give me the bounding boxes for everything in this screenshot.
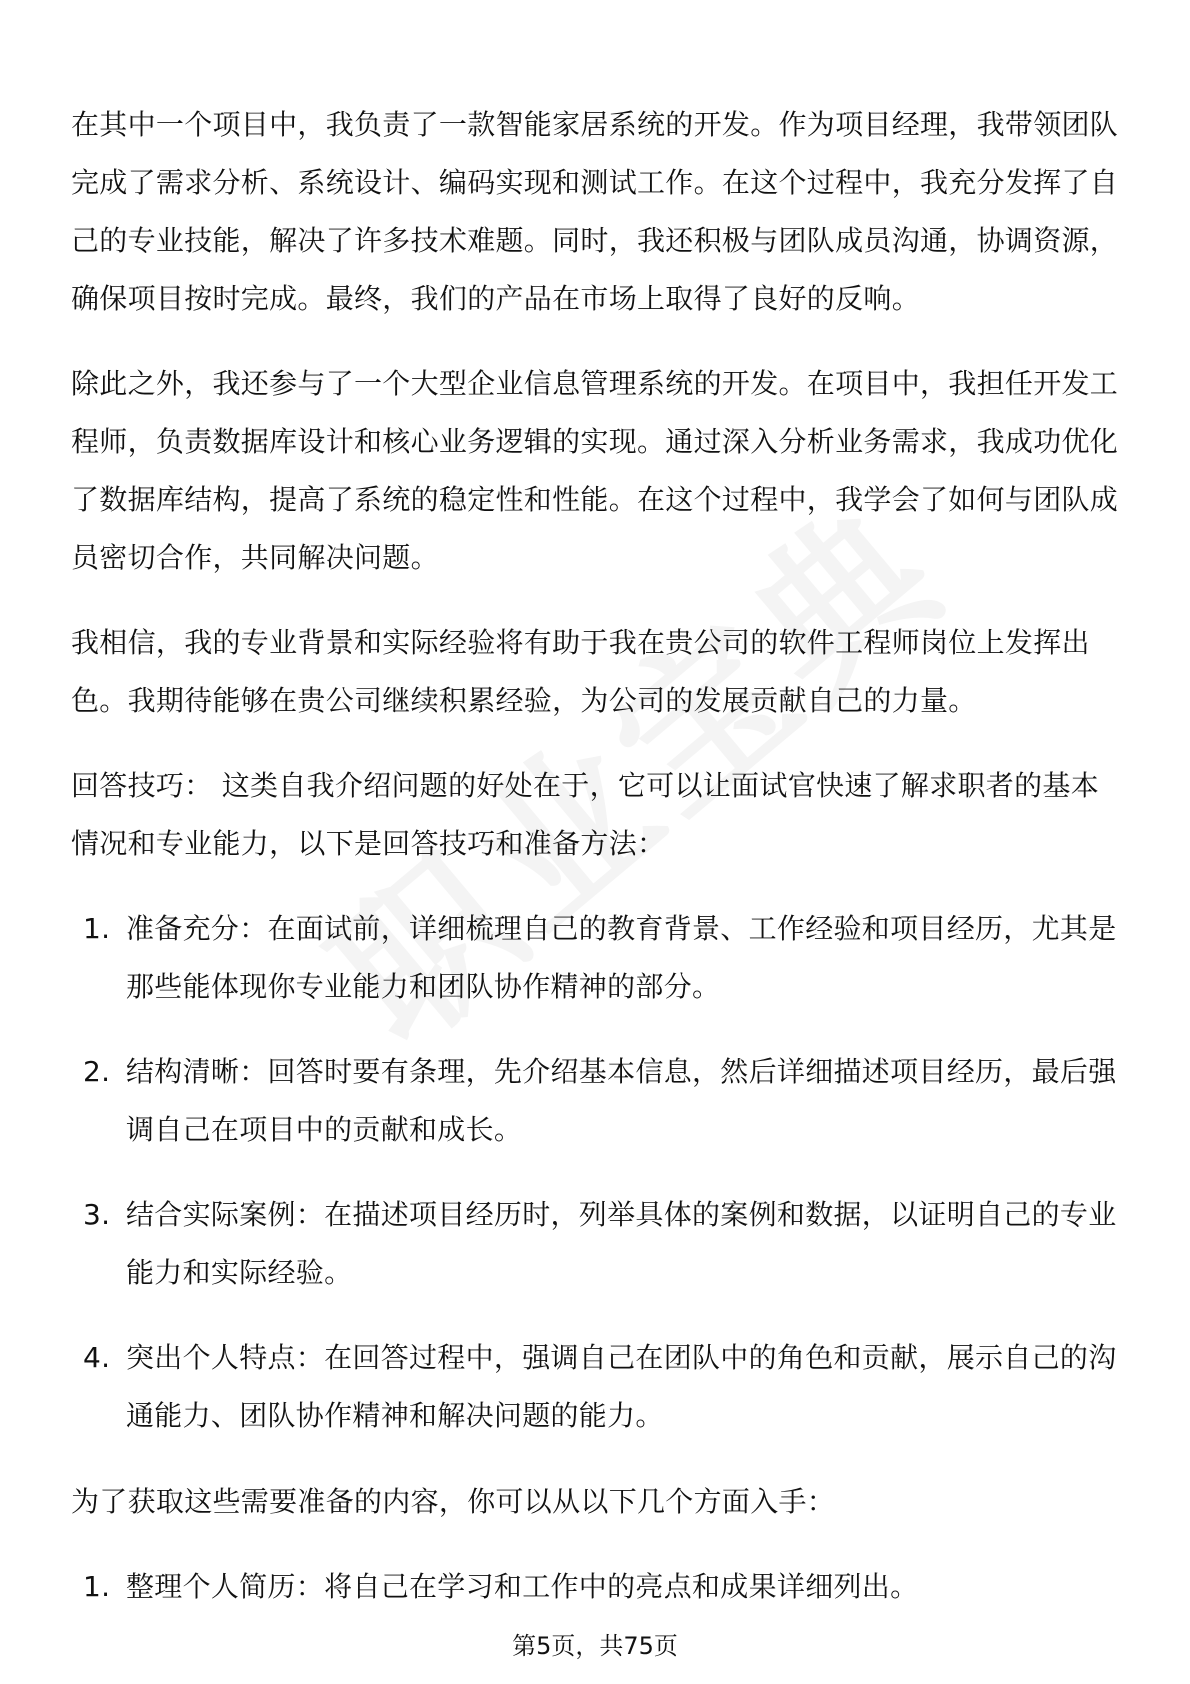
list-item (71, 1558, 1121, 1616)
page-content (71, 96, 1121, 1644)
list-item (71, 1186, 1121, 1302)
list-text: 结合实际案例：在描述项目经历时，列举具体的案例和数据，以证明自己的专业能力和实际经验。 (126, 1198, 1117, 1289)
list-text: 突出个人特点：在回答过程中，强调自己在团队中的角色和贡献，展示自己的沟通能力、团队协作精神和解决问题的能力。 (126, 1341, 1117, 1432)
list-number: 3. (83, 1198, 111, 1231)
list-number: 1. (83, 1570, 111, 1603)
list-item (71, 1043, 1121, 1159)
list-number: 4. (83, 1341, 111, 1374)
list-item (71, 900, 1121, 1016)
paragraph-answer-tips: 回答技巧： 这类自我介绍问题的好处在于，它可以让面试官快速了解求职者的基本情况和专业能力，以下是回答技巧和准备方法： (71, 769, 1100, 860)
page-footer: 第5页，共75页 (512, 1632, 678, 1660)
tips-list (71, 900, 1121, 1445)
prep-list (71, 1558, 1121, 1616)
list-number: 2. (83, 1055, 111, 1088)
paragraph-prep-intro: 为了获取这些需要准备的内容，你可以从以下几个方面入手： (71, 1485, 836, 1518)
list-item (71, 1329, 1121, 1445)
paragraph-smart-home-project: 在其中一个项目中，我负责了一款智能家居系统的开发。作为项目经理，我带领团队完成了需求分析、系统设计、编码实现和测试工作。在这个过程中，我充分发挥了自己的专业技能，解决了许多技术难题。同时，我还积极与团队成员沟通，协调资源，确保项目按时完成。最终，我们的产品在市场上取得了良好的反响。 (71, 108, 1119, 315)
list-text: 准备充分：在面试前，详细梳理自己的教育背景、工作经验和项目经历，尤其是那些能体现你专业能力和团队协作精神的部分。 (126, 912, 1117, 1003)
list-text: 整理个人简历：将自己在学习和工作中的亮点和成果详细列出。 (126, 1570, 919, 1603)
list-text: 结构清晰：回答时要有条理，先介绍基本信息，然后详细描述项目经历，最后强调自己在项目中的贡献和成长。 (126, 1055, 1117, 1146)
paragraph-belief: 我相信，我的专业背景和实际经验将有助于我在贵公司的软件工程师岗位上发挥出色。我期待能够在贵公司继续积累经验，为公司的发展贡献自己的力量。 (71, 626, 1090, 717)
paragraph-enterprise-system: 除此之外，我还参与了一个大型企业信息管理系统的开发。在项目中，我担任开发工程师，负责数据库设计和核心业务逻辑的实现。通过深入分析业务需求，我成功优化了数据库结构，提高了系统的稳定性和性能。在这个过程中，我学会了如何与团队成员密切合作，共同解决问题。 (71, 367, 1119, 574)
list-number: 1. (83, 912, 111, 945)
